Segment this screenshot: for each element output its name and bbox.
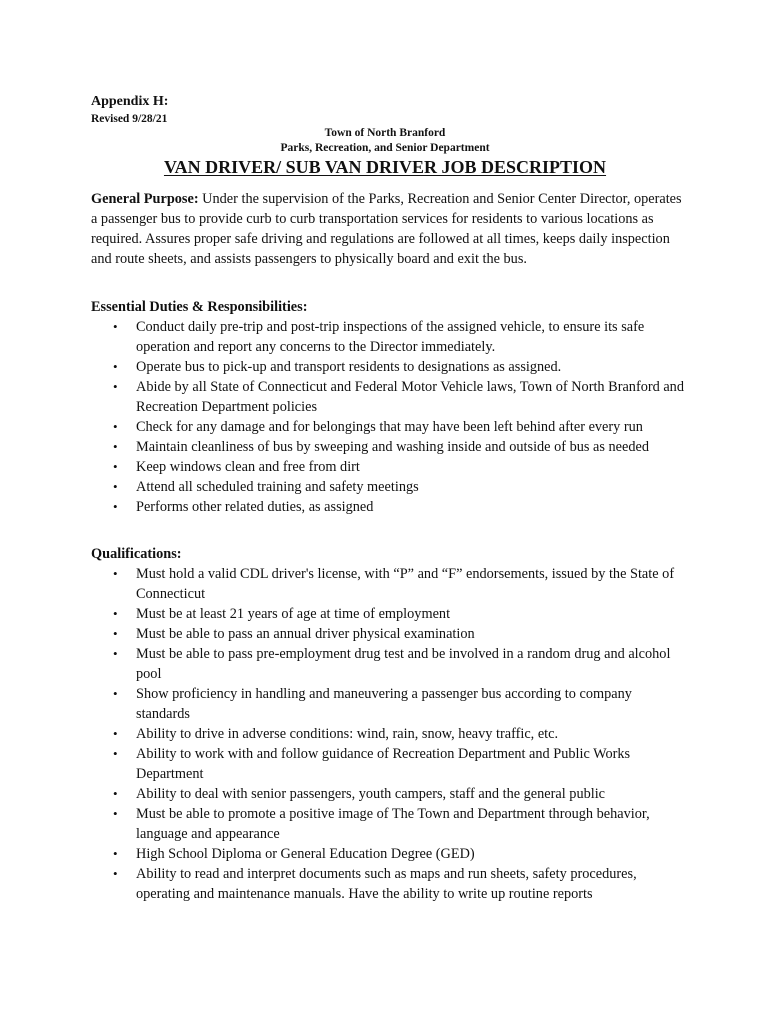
qualification-text: Must hold a valid CDL driver's license, with “P” and “F” endorsements, issued by the State of Connecticut: [136, 566, 675, 602]
bullet-icon: •: [113, 606, 118, 621]
list-item: [91, 784, 687, 804]
duty-text: Maintain cleanliness of bus by sweeping and washing inside and outside of bus as needed: [136, 439, 649, 455]
list-item: [91, 497, 687, 517]
list-item: [91, 357, 687, 377]
bullet-icon: •: [113, 319, 118, 334]
duties-heading: Essential Duties & Responsibilities:: [91, 299, 308, 315]
bullet-icon: •: [113, 726, 118, 741]
list-item: [91, 804, 687, 844]
list-item: [91, 437, 687, 457]
list-item: [91, 564, 687, 604]
list-item: [91, 477, 687, 497]
bullet-icon: •: [113, 379, 118, 394]
list-item: [91, 644, 687, 684]
qualification-text: Show proficiency in handling and maneuvering a passenger bus according to company standards: [136, 686, 632, 722]
qualification-text: Ability to drive in adverse conditions: wind, rain, snow, heavy traffic, etc.: [136, 726, 559, 742]
general-purpose-label: General Purpose:: [91, 191, 199, 207]
qualification-text: Must be able to pass pre-employment drug test and be involved in a random drug and alcohol pool: [136, 646, 671, 682]
list-item: [91, 684, 687, 724]
list-item: [91, 317, 687, 357]
bullet-icon: •: [113, 686, 118, 701]
list-item: [91, 604, 687, 624]
list-item: [91, 624, 687, 644]
appendix-label: Appendix H:: [91, 94, 169, 109]
bullet-icon: •: [113, 499, 118, 514]
qualifications-heading: Qualifications:: [91, 546, 182, 562]
list-item: [91, 457, 687, 477]
department-name: Parks, Recreation, and Senior Department: [280, 142, 490, 154]
bullet-icon: •: [113, 459, 118, 474]
duty-text: Operate bus to pick-up and transport residents to designations as assigned.: [136, 359, 562, 375]
bullet-icon: •: [113, 846, 118, 861]
revised-date: Revised 9/28/21: [91, 113, 168, 125]
bullet-icon: •: [113, 786, 118, 801]
list-item: [91, 377, 687, 417]
list-item: [91, 744, 687, 784]
list-item: [91, 724, 687, 744]
general-purpose-text: Under the supervision of the Parks, Recreation and Senior Center Director, operates a passenger bus to provide curb to curb transportation services for residents to various locations as required. Assures proper safe driving and regulations are followed at all times, keeps daily inspection and route sheets, and assists passengers to physically board and exit the bus.: [91, 191, 682, 267]
list-item: [91, 864, 687, 904]
duty-text: Abide by all State of Connecticut and Federal Motor Vehicle laws, Town of North Branford and Recreation Department policies: [136, 379, 684, 415]
qualification-text: Must be able to promote a positive image of The Town and Department through behavior, language and appearance: [136, 806, 650, 842]
qualification-text: Must be able to pass an annual driver physical examination: [136, 626, 475, 642]
bullet-icon: •: [113, 566, 118, 581]
bullet-icon: •: [113, 626, 118, 641]
bullet-icon: •: [113, 806, 118, 821]
town-name: Town of North Branford: [324, 127, 446, 139]
qualification-text: Ability to read and interpret documents such as maps and run sheets, safety procedures, operating and maintenance manuals. Have the ability to write up routine reports: [136, 866, 637, 902]
duty-text: Attend all scheduled training and safety meetings: [136, 479, 419, 495]
duty-text: Conduct daily pre-trip and post-trip inspections of the assigned vehicle, to ensure its safe operation and report any concerns to the Director immediately.: [136, 319, 645, 355]
bullet-icon: •: [113, 359, 118, 374]
bullet-icon: •: [113, 746, 118, 761]
bullet-icon: •: [113, 439, 118, 454]
qualification-text: Ability to work with and follow guidance of Recreation Department and Public Works Department: [136, 746, 631, 782]
general-purpose-paragraph: [91, 189, 687, 269]
list-item: [91, 417, 687, 437]
qualifications-list: [91, 564, 687, 904]
bullet-icon: •: [113, 646, 118, 661]
qualification-text: High School Diploma or General Education Degree (GED): [136, 846, 475, 862]
bullet-icon: •: [113, 419, 118, 434]
list-item: [91, 844, 687, 864]
bullet-icon: •: [113, 479, 118, 494]
duty-text: Check for any damage and for belongings that may have been left behind after every run: [136, 419, 643, 435]
qualification-text: Must be at least 21 years of age at time of employment: [136, 606, 451, 622]
duty-text: Keep windows clean and free from dirt: [136, 459, 360, 475]
document-title: VAN DRIVER/ SUB VAN DRIVER JOB DESCRIPTION: [163, 157, 607, 177]
qualification-text: Ability to deal with senior passengers, youth campers, staff and the general public: [136, 786, 606, 802]
bullet-icon: •: [113, 866, 118, 881]
duty-text: Performs other related duties, as assigned: [136, 499, 374, 515]
duties-list: [91, 317, 687, 517]
